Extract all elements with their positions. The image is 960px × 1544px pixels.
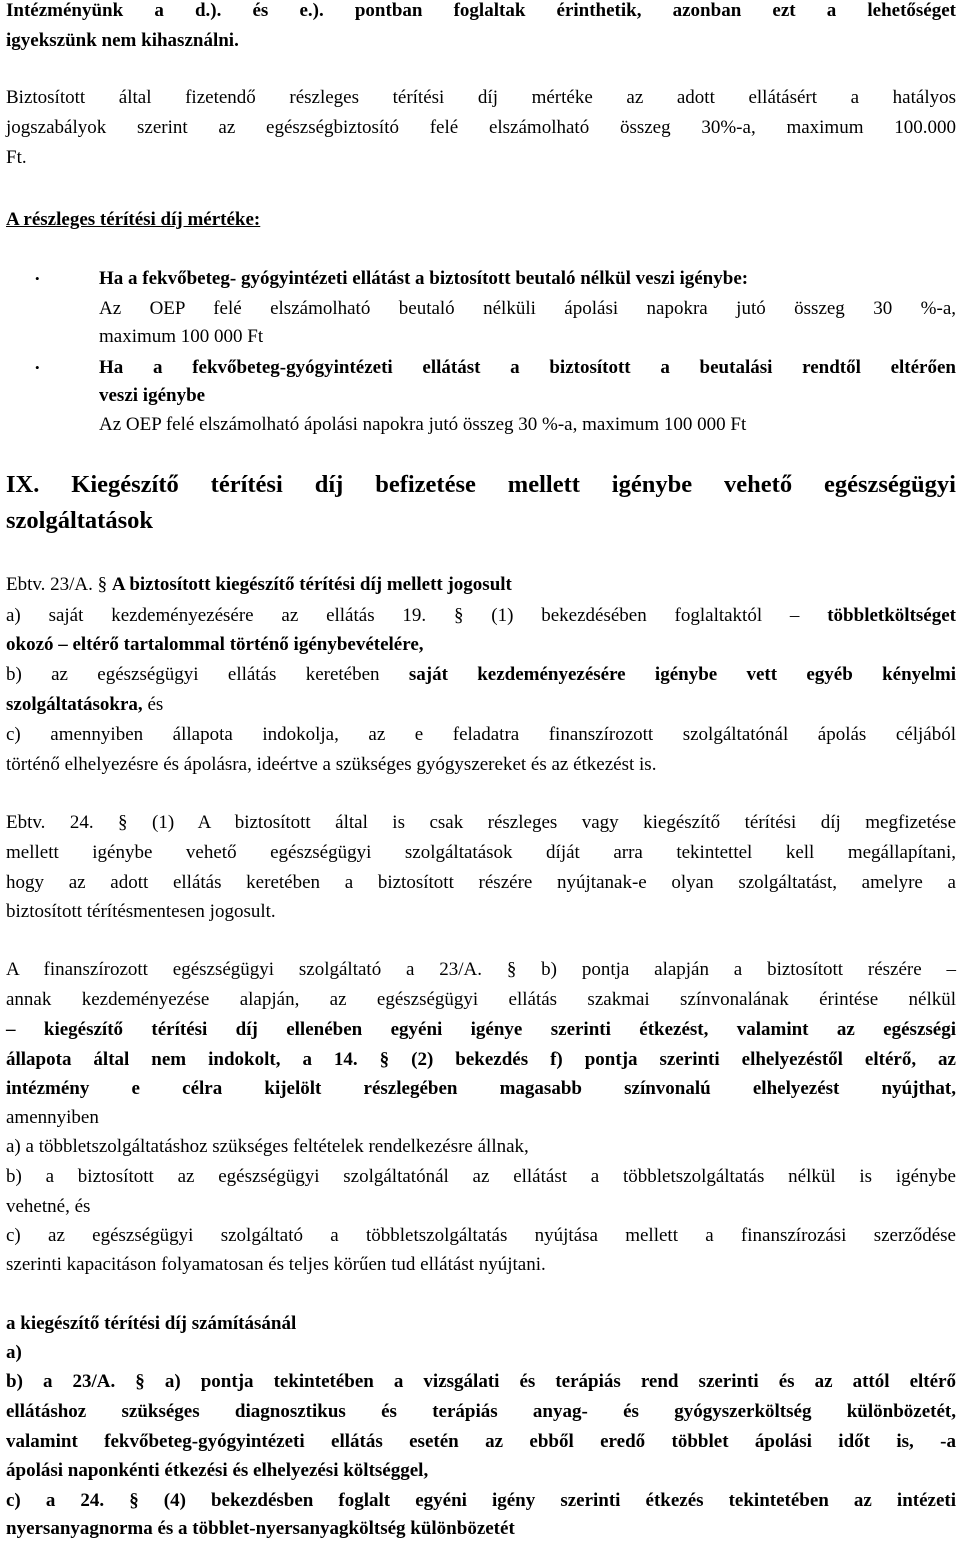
text-line: Ft.	[6, 147, 27, 168]
text-line: állapota által nem indokolt, a 14. § (2) bekezdés f) pontja szerinti elhelyezéstől eltérő, az	[6, 1049, 956, 1070]
text-line: annak kezdeményezése alapján, az egészségügyi ellátás szakmai színvonalának érintése nélkül	[6, 989, 956, 1010]
bullet-title: Ha a fekvőbeteg- gyógyintézeti ellátást a biztosított beutaló nélkül veszi igénybe:	[99, 268, 749, 289]
text-line: ápolási naponkénti étkezési és elhelyezési költséggel,	[6, 1460, 429, 1481]
section-heading: szolgáltatások	[6, 507, 153, 534]
text-line: nyersanyagnorma és a többlet-nyersanyagköltség különbözetét	[6, 1518, 515, 1539]
text-line: valamint fekvőbeteg-gyógyintézeti ellátás esetén az ebből eredő többlet ápolási időt is, -a	[6, 1431, 956, 1452]
section-heading: IX. Kiegészítő térítési díj befizetése mellett igénybe vehető egészségügyi	[6, 471, 956, 498]
text-line: a) saját kezdeményezésére az ellátás 19. § (1) bekezdésében foglaltaktól – többletköltséget	[6, 605, 956, 626]
text-line: b) a biztosított az egészségügyi szolgáltatónál az ellátást a többletszolgáltatás nélkül is igénybe	[6, 1166, 956, 1187]
text-line: Intézményünk a d.). és e.). pontban foglaltak érinthetik, azonban ezt a lehetőséget	[6, 0, 956, 21]
text-line: A finanszírozott egészségügyi szolgáltató a 23/A. § b) pontja alapján a biztosított részére –	[6, 959, 956, 980]
text-line: vehetné, és	[6, 1196, 91, 1217]
text-line: biztosított térítésmentesen jogosult.	[6, 901, 276, 922]
text-line: okozó – eltérő tartalommal történő igénybevételére,	[6, 634, 424, 655]
text-line: intézmény e célra kijelölt részlegében magasabb színvonalú elhelyezést nyújthat,	[6, 1078, 956, 1099]
text-line: c) az egészségügyi szolgáltató a többletszolgáltatás nyújtása mellett a finanszírozási szerződése	[6, 1225, 956, 1246]
text-line: b) az egészségügyi ellátás keretében saját kezdeményezésére igénybe vett egyéb kényelmi	[6, 664, 956, 685]
text-line: hogy az adott ellátás keretében a biztosított részére nyújtanak-e olyan szolgáltatást, amelyre a	[6, 872, 956, 893]
text-line: Az OEP felé elszámolható ápolási napokra jutó összeg 30 %-a, maximum 100 000 Ft	[99, 414, 747, 435]
text-line: b) a 23/A. § a) pontja tekintetében a vizsgálati és terápiás rend szerinti és az attól eltérő	[6, 1371, 956, 1392]
text-line: ellátáshoz szükséges diagnosztikus és terápiás anyag- és gyógyszerköltség különbözetét,	[6, 1401, 956, 1422]
text-line: igyekszünk nem kihasználni.	[6, 30, 239, 51]
text-line: Az OEP felé elszámolható beutaló nélküli ápolási napokra jutó összeg 30 %-a,	[99, 298, 956, 319]
text-line: mellett igénybe vehető egészségügyi szolgáltatások díját arra tekintettel kell megállapítani,	[6, 842, 956, 863]
text-line: – kiegészítő térítési díj ellenében egyéni igénye szerinti étkezést, valamint az egészségi	[6, 1019, 956, 1040]
text-line: szerinti kapacitáson folyamatosan és teljes körűen tud ellátást nyújtani.	[6, 1254, 546, 1275]
text-line: történő elhelyezésre és ápolásra, ideértve a szükséges gyógyszereket és az étkezést is.	[6, 754, 657, 775]
text-line: c) a 24. § (4) bekezdésben foglalt egyéni igény szerinti étkezés tekintetében az intézeti	[6, 1490, 956, 1511]
bullet-icon: •	[35, 360, 40, 375]
text-line: Ebtv. 23/A. § A biztosított kiegészítő térítési díj mellett jogosult	[6, 574, 512, 595]
text-line: a)	[6, 1342, 22, 1363]
bullet-title: Ha a fekvőbeteg-gyógyintézeti ellátást a biztosított a beutalási rendtől eltérően	[99, 357, 956, 378]
text-line: c) amennyiben állapota indokolja, az e feladatra finanszírozott szolgáltatónál ápolás céljából	[6, 724, 956, 745]
text-line: a kiegészítő térítési díj számításánál	[6, 1313, 297, 1334]
text-line: Ebtv. 24. § (1) A biztosított által is csak részleges vagy kiegészítő térítési díj megfizetése	[6, 812, 956, 833]
text-line: szolgáltatásokra, és	[6, 694, 164, 715]
text-line: amennyiben	[6, 1107, 99, 1128]
text-line: Biztosított által fizetendő részleges térítési díj mértéke az adott ellátásért a hatályos	[6, 87, 956, 108]
bullet-icon: •	[35, 271, 40, 286]
text-line: jogszabályok szerint az egészségbiztosító felé elszámolható összeg 30%-a, maximum 100.000	[6, 117, 956, 138]
text-line: a) a többletszolgáltatáshoz szükséges feltételek rendelkezésre állnak,	[6, 1136, 529, 1157]
text-line: maximum 100 000 Ft	[99, 326, 264, 347]
section-subtitle: A részleges térítési díj mértéke:	[6, 209, 261, 230]
bullet-title: veszi igénybe	[99, 385, 206, 406]
